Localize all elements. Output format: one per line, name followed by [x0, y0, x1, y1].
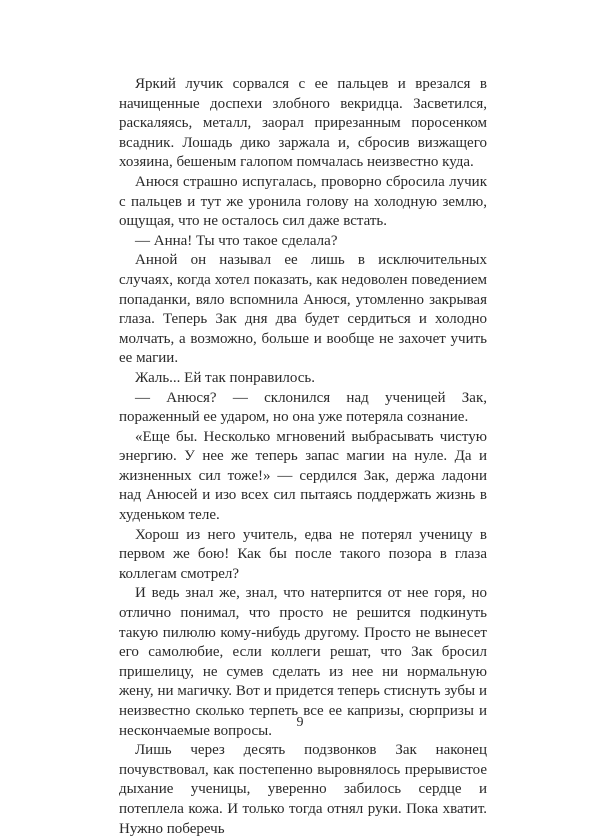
paragraph: Яркий лучик сорвался с ее пальцев и врезался в начищенные доспехи злобного векридца. Засветился, раскаляясь, металл, заорал прирезанным поросенком всадник. Лошадь дико заржала и, сбросив визжащего хозяина, бешеным галопом помчалась неизвестно куда.	[119, 76, 487, 171]
paragraph: Анюся страшно испугалась, проворно сбросила лучик с пальцев и тут же уронила голову на холодную землю, ощущая, что не осталось сил даже встать.	[119, 173, 487, 230]
paragraph: Жаль... Ей так понравилось.	[135, 369, 315, 386]
paragraph: И ведь знал же, знал, что натерпится от нее горя, но отлично понимал, что просто не решится подкинуть такую пилюлю кому-нибудь другому. Просто не вынесет его самолюбие, если коллеги решат, что Зак бросил пришелицу, не сумев сделать из нее ни нормальную жену, ни магичку. Вот и придется теперь стиснуть зубы и неизвестно сколько терпеть все ее капризы, сюрпризы и нескончаемые вопросы.	[119, 585, 487, 739]
paragraph: Анной он называл ее лишь в исключительных случаях, когда хотел показать, как недоволен поведением попаданки, вяло вспомнила Анюся, утомленно закрывая глаза. Теперь Зак дня два будет сердиться и холодно молчать, а возможно, больше и вообще не захочет учить ее магии.	[119, 252, 487, 367]
paragraph: Лишь через десять подзвонков Зак наконец почувствовал, как постепенно выровнялось прерывистое дыхание ученицы, уверенно забилось сердце и потеплела кожа. И только тогда отнял руки. Пока хватит. Нужно поберечь	[119, 742, 487, 837]
page-number: 9	[296, 715, 304, 730]
paragraph: «Еще бы. Несколько мгновений выбрасывать чистую энергию. У нее же теперь запас магии на нуле. Да и жизненных сил тоже!» — сердился Зак, держа ладони над Анюсей и изо всех сил пытаясь поддержать жизнь в худеньком теле.	[119, 428, 487, 524]
dialogue-line: — Анюся? — склонился над ученицей Зак, пораженный ее ударом, но она уже потеряла сознание.	[119, 389, 487, 426]
paragraph: Хорош из него учитель, едва не потерял ученицу в первом же бою! Как бы после такого позора в глаза коллегам смотрел?	[119, 526, 487, 582]
dialogue-line: — Анна! Ты что такое сделала?	[135, 232, 338, 249]
